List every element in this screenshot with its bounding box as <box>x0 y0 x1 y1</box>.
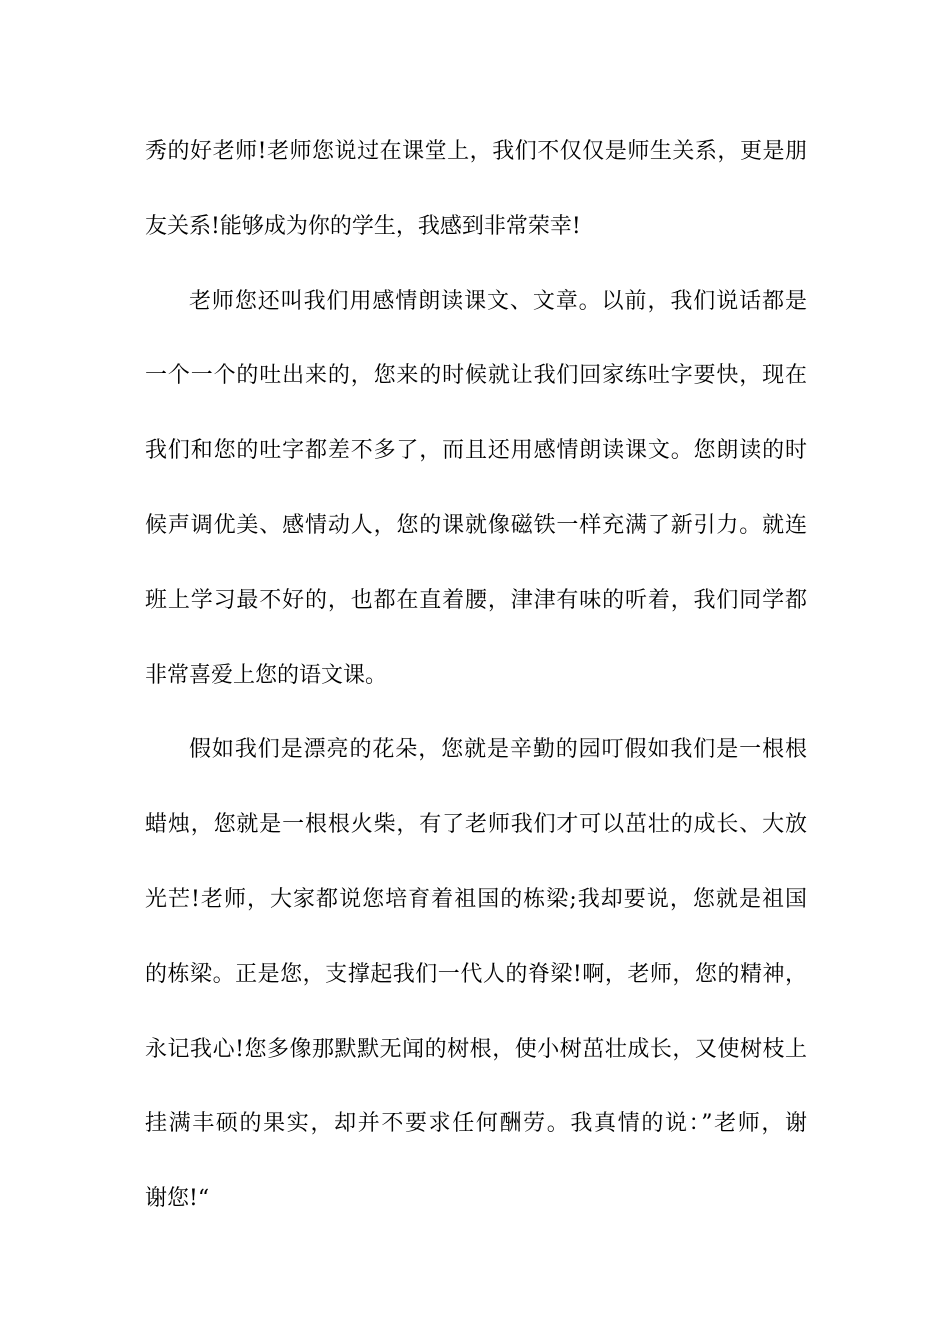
text-line: 班上学习最不好的，也都在直着腰，津津有味的听着，我们同学都 <box>145 587 807 613</box>
text-line: 谢您!“ <box>145 1186 210 1212</box>
text-line: 友关系!能够成为你的学生，我感到非常荣幸! <box>145 213 581 239</box>
text-line: 非常喜爱上您的语文课。 <box>145 662 388 688</box>
document-body <box>145 128 807 1250</box>
text-line: 的栋梁。正是您，支撑起我们一代人的脊梁!啊，老师，您的精神， <box>145 961 807 987</box>
text-line: 永记我心!您多像那默默无闻的树根，使小树茁壮成长，又使树枝上 <box>145 1036 807 1062</box>
text-line: 蜡烛，您就是一根根火柴，有了老师我们才可以茁壮的成长、大放 <box>145 812 807 838</box>
text-line: 候声调优美、感情动人，您的课就像磁铁一样充满了新引力。就连 <box>145 512 807 538</box>
text-line: 假如我们是漂亮的花朵，您就是辛勤的园叮假如我们是一根根 <box>189 737 807 763</box>
text-line: 一个一个的吐出来的，您来的时候就让我们回家练吐字要快，现在 <box>145 363 807 389</box>
text-line: 老师您还叫我们用感情朗读课文、文章。以前，我们说话都是 <box>189 288 807 314</box>
text-line: 光芒!老师，大家都说您培育着祖国的栋梁;我却要说，您就是祖国 <box>145 886 807 912</box>
text-line: 我们和您的吐字都差不多了，而且还用感情朗读课文。您朗读的时 <box>145 438 807 464</box>
text-line: 挂满丰硕的果实，却并不要求任何酬劳。我真情的说：”老师，谢 <box>145 1111 807 1137</box>
text-line: 秀的好老师!老师您说过在课堂上，我们不仅仅是师生关系，更是朋 <box>145 139 807 164</box>
